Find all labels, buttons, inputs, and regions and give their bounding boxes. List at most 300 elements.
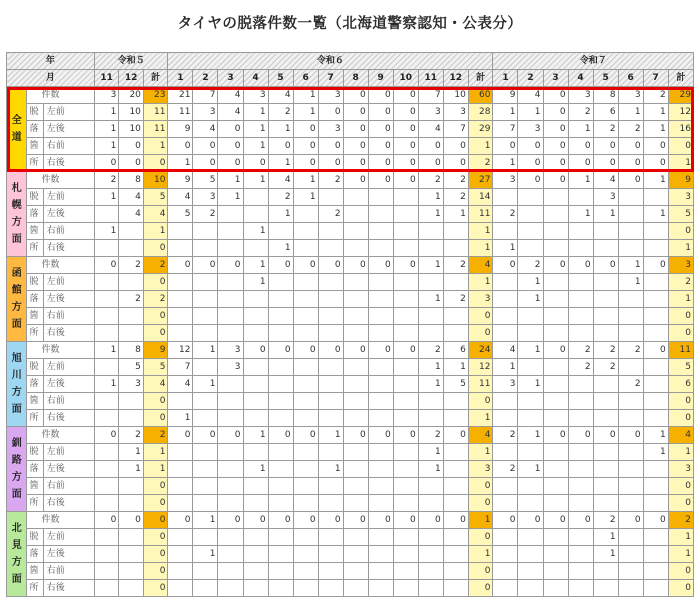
value-cell: [293, 359, 318, 376]
value-cell: [393, 308, 418, 325]
value-cell: 1: [518, 461, 543, 478]
value-cell: [443, 478, 468, 495]
value-cell: 0: [393, 512, 418, 529]
value-cell: [268, 495, 293, 512]
value-cell: [393, 529, 418, 546]
value-cell: [393, 410, 418, 427]
value-cell: [243, 495, 268, 512]
value-cell: 8: [119, 342, 144, 359]
value-cell: [368, 461, 393, 478]
value-cell: [243, 206, 268, 223]
value-cell: [343, 478, 368, 495]
value-cell: [293, 410, 318, 427]
value-cell: [94, 291, 119, 308]
value-cell: 1: [318, 427, 343, 444]
table-row: [7, 393, 694, 410]
value-cell: [368, 376, 393, 393]
value-cell: 3: [193, 189, 218, 206]
month-header-row: [7, 70, 694, 87]
value-cell: 1: [243, 223, 268, 240]
value-cell: [368, 410, 393, 427]
value-cell: [418, 410, 443, 427]
value-cell: 0: [318, 257, 343, 274]
year-header-row: [7, 53, 694, 70]
value-cell: 1: [643, 121, 668, 138]
value-cell: [318, 529, 343, 546]
position-side-label: 脱: [27, 104, 43, 121]
value-cell: 2: [193, 206, 218, 223]
value-cell: [643, 308, 668, 325]
value-cell: 1: [193, 512, 218, 529]
value-cell: [218, 563, 243, 580]
value-cell: [343, 461, 368, 478]
value-cell: [268, 563, 293, 580]
value-cell: [168, 274, 193, 291]
value-cell: [568, 495, 593, 512]
value-cell: [243, 393, 268, 410]
value-cell: 1: [119, 444, 144, 461]
value-cell: [343, 529, 368, 546]
value-cell: 0: [343, 138, 368, 155]
value-cell: 1: [94, 121, 119, 138]
value-cell: [243, 410, 268, 427]
value-cell: [268, 410, 293, 427]
value-cell: 0: [643, 155, 668, 172]
value-cell: [618, 223, 643, 240]
month-header-cell: 3: [543, 70, 568, 87]
total-cell: 5: [668, 359, 693, 376]
value-cell: [443, 308, 468, 325]
position-label: 右前: [43, 138, 94, 155]
value-cell: [393, 206, 418, 223]
value-cell: [493, 291, 518, 308]
table-row: [7, 223, 694, 240]
total-cell: 0: [468, 325, 493, 342]
value-cell: [168, 240, 193, 257]
value-cell: 3: [193, 104, 218, 121]
total-cell: 2: [668, 274, 693, 291]
value-cell: 1: [94, 342, 119, 359]
position-side-label: 所: [27, 495, 43, 512]
value-cell: [568, 291, 593, 308]
value-cell: [94, 240, 119, 257]
value-cell: [518, 529, 543, 546]
value-cell: [393, 478, 418, 495]
total-cell: 3: [668, 461, 693, 478]
value-cell: 21: [168, 87, 193, 104]
value-cell: 0: [618, 512, 643, 529]
table-row: [7, 410, 694, 427]
value-cell: [418, 223, 443, 240]
value-cell: [243, 546, 268, 563]
value-cell: [343, 410, 368, 427]
value-cell: [643, 546, 668, 563]
value-cell: 0: [218, 155, 243, 172]
value-cell: 0: [343, 172, 368, 189]
value-cell: [94, 308, 119, 325]
value-cell: 2: [418, 342, 443, 359]
value-cell: 0: [368, 172, 393, 189]
value-cell: [193, 240, 218, 257]
value-cell: [543, 410, 568, 427]
value-cell: [268, 223, 293, 240]
value-cell: 1: [418, 359, 443, 376]
total-cell: 0: [143, 563, 168, 580]
position-label: 右前: [43, 563, 94, 580]
position-side-label: 脱: [27, 274, 43, 291]
value-cell: 0: [543, 104, 568, 121]
position-side-label: 落: [27, 121, 43, 138]
total-cell: 2: [468, 155, 493, 172]
value-cell: 1: [643, 172, 668, 189]
month-header-cell: 6: [293, 70, 318, 87]
value-cell: [193, 274, 218, 291]
total-cell: 23: [143, 87, 168, 104]
value-cell: 1: [218, 172, 243, 189]
value-cell: 0: [643, 138, 668, 155]
position-side-label: 所: [27, 580, 43, 597]
value-cell: [218, 495, 243, 512]
total-cell: 0: [143, 325, 168, 342]
position-label: 左前: [43, 359, 94, 376]
value-cell: 0: [218, 257, 243, 274]
value-cell: [643, 359, 668, 376]
value-cell: [568, 325, 593, 342]
value-cell: 0: [243, 512, 268, 529]
value-cell: [393, 546, 418, 563]
value-cell: [643, 325, 668, 342]
value-cell: [293, 291, 318, 308]
value-cell: [493, 223, 518, 240]
value-cell: 2: [119, 427, 144, 444]
value-cell: 2: [443, 189, 468, 206]
value-cell: 2: [443, 257, 468, 274]
value-cell: [443, 223, 468, 240]
value-cell: [119, 308, 144, 325]
value-cell: 0: [119, 512, 144, 529]
month-header-cell: 2: [518, 70, 543, 87]
value-cell: 2: [518, 257, 543, 274]
table-row: [7, 478, 694, 495]
value-cell: 0: [218, 427, 243, 444]
tire-detachment-table-wrap: [6, 52, 694, 597]
value-cell: 1: [293, 189, 318, 206]
value-cell: [593, 325, 618, 342]
month-header-cell: 10: [393, 70, 418, 87]
value-cell: 2: [593, 121, 618, 138]
value-cell: [543, 478, 568, 495]
total-cell: 0: [668, 478, 693, 495]
value-cell: [268, 444, 293, 461]
total-cell: 0: [668, 138, 693, 155]
region-label: [7, 342, 27, 427]
value-cell: 7: [168, 359, 193, 376]
value-cell: 1: [493, 104, 518, 121]
value-cell: [193, 478, 218, 495]
value-cell: 20: [119, 87, 144, 104]
total-cell: 1: [468, 274, 493, 291]
value-cell: [243, 359, 268, 376]
value-cell: 0: [443, 512, 468, 529]
value-cell: 1: [418, 189, 443, 206]
value-cell: 1: [418, 444, 443, 461]
value-cell: 0: [393, 87, 418, 104]
value-cell: 0: [318, 342, 343, 359]
value-cell: 0: [568, 512, 593, 529]
value-cell: [168, 546, 193, 563]
value-cell: 0: [168, 138, 193, 155]
value-cell: [368, 495, 393, 512]
value-cell: 3: [518, 121, 543, 138]
value-cell: 6: [443, 342, 468, 359]
value-cell: 0: [643, 512, 668, 529]
value-cell: 2: [119, 291, 144, 308]
value-cell: [168, 291, 193, 308]
value-cell: 1: [243, 274, 268, 291]
value-cell: 7: [493, 121, 518, 138]
value-cell: [243, 580, 268, 597]
value-cell: [218, 240, 243, 257]
value-cell: [593, 563, 618, 580]
value-cell: 0: [268, 427, 293, 444]
value-cell: [343, 240, 368, 257]
value-cell: [218, 580, 243, 597]
value-cell: [119, 325, 144, 342]
value-cell: 0: [393, 257, 418, 274]
value-cell: 0: [568, 138, 593, 155]
value-cell: 0: [593, 257, 618, 274]
value-cell: 1: [268, 206, 293, 223]
value-cell: 9: [168, 121, 193, 138]
position-label: 右後: [43, 240, 94, 257]
value-cell: 1: [418, 461, 443, 478]
value-cell: 0: [368, 427, 393, 444]
value-cell: [643, 478, 668, 495]
total-cell: 0: [468, 580, 493, 597]
value-cell: [568, 308, 593, 325]
value-cell: [568, 563, 593, 580]
total-cell: 1: [668, 240, 693, 257]
value-cell: 11: [168, 104, 193, 121]
value-cell: 0: [443, 155, 468, 172]
value-cell: [94, 461, 119, 478]
value-cell: [393, 359, 418, 376]
value-cell: [268, 274, 293, 291]
value-cell: [618, 359, 643, 376]
value-cell: [243, 308, 268, 325]
position-label: 右後: [43, 580, 94, 597]
table-row: [7, 444, 694, 461]
value-cell: [393, 240, 418, 257]
table-row: [7, 461, 694, 478]
value-cell: 1: [618, 104, 643, 121]
value-cell: 9: [493, 87, 518, 104]
count-row-label: 件数: [27, 172, 94, 189]
value-cell: [568, 478, 593, 495]
value-cell: [518, 223, 543, 240]
value-cell: 0: [618, 138, 643, 155]
total-cell: 14: [468, 189, 493, 206]
value-cell: 0: [493, 257, 518, 274]
value-cell: [518, 563, 543, 580]
value-cell: 3: [493, 376, 518, 393]
position-label: 左前: [43, 104, 94, 121]
value-cell: 0: [94, 155, 119, 172]
value-cell: [543, 563, 568, 580]
total-cell: 2: [143, 257, 168, 274]
value-cell: 4: [218, 104, 243, 121]
value-cell: [643, 274, 668, 291]
value-cell: [193, 359, 218, 376]
page-title: タイヤの脱落件数一覧（北海道警察認知・公表分）: [177, 16, 523, 32]
value-cell: [168, 325, 193, 342]
table-row: [7, 155, 694, 172]
value-cell: [243, 189, 268, 206]
total-cell: 1: [143, 461, 168, 478]
value-cell: [293, 478, 318, 495]
value-cell: [643, 563, 668, 580]
value-cell: 0: [318, 155, 343, 172]
value-cell: 3: [243, 87, 268, 104]
value-cell: 0: [293, 155, 318, 172]
value-cell: 3: [568, 87, 593, 104]
total-cell: 0: [143, 274, 168, 291]
value-cell: [443, 461, 468, 478]
value-cell: [443, 274, 468, 291]
value-cell: 1: [119, 461, 144, 478]
value-cell: 7: [193, 87, 218, 104]
value-cell: [318, 308, 343, 325]
value-cell: [643, 240, 668, 257]
value-cell: 0: [393, 138, 418, 155]
value-cell: [218, 291, 243, 308]
value-cell: 0: [368, 155, 393, 172]
value-cell: [543, 308, 568, 325]
year-header-r6: 令和６: [168, 53, 493, 70]
total-cell: 2: [143, 291, 168, 308]
value-cell: [268, 325, 293, 342]
value-cell: [368, 206, 393, 223]
total-cell: 1: [668, 291, 693, 308]
value-cell: [543, 325, 568, 342]
total-cell: 2: [668, 512, 693, 529]
value-cell: [643, 223, 668, 240]
value-cell: [193, 461, 218, 478]
value-cell: 4: [218, 87, 243, 104]
value-cell: [119, 223, 144, 240]
total-cell: 12: [468, 359, 493, 376]
value-cell: [568, 546, 593, 563]
value-cell: 0: [393, 104, 418, 121]
value-cell: 2: [643, 87, 668, 104]
total-cell: 27: [468, 172, 493, 189]
value-cell: 2: [568, 359, 593, 376]
value-cell: 2: [618, 376, 643, 393]
total-cell: 0: [143, 410, 168, 427]
value-cell: 1: [593, 546, 618, 563]
value-cell: [119, 393, 144, 410]
value-cell: 0: [643, 257, 668, 274]
value-cell: [318, 376, 343, 393]
count-row-label: 件数: [27, 87, 94, 104]
value-cell: [168, 495, 193, 512]
total-cell: 9: [668, 172, 693, 189]
value-cell: 1: [94, 138, 119, 155]
total-cell: 4: [668, 427, 693, 444]
value-cell: 0: [593, 138, 618, 155]
value-cell: [568, 274, 593, 291]
value-cell: [493, 546, 518, 563]
position-side-label: 脱: [27, 189, 43, 206]
value-cell: [343, 274, 368, 291]
value-cell: [218, 478, 243, 495]
value-cell: 0: [343, 104, 368, 121]
value-cell: [493, 393, 518, 410]
value-cell: 2: [119, 257, 144, 274]
value-cell: 0: [343, 155, 368, 172]
value-cell: [543, 444, 568, 461]
value-cell: 1: [268, 155, 293, 172]
value-cell: 2: [618, 121, 643, 138]
value-cell: 0: [318, 512, 343, 529]
value-cell: [543, 240, 568, 257]
value-cell: 2: [443, 291, 468, 308]
value-cell: [643, 376, 668, 393]
value-cell: [568, 410, 593, 427]
month-header-cell: 1: [493, 70, 518, 87]
value-cell: 2: [268, 104, 293, 121]
table-row: [7, 121, 694, 138]
value-cell: [218, 308, 243, 325]
total-cell: 1: [668, 529, 693, 546]
value-cell: [618, 546, 643, 563]
value-cell: [293, 274, 318, 291]
value-cell: [119, 274, 144, 291]
value-cell: [168, 308, 193, 325]
value-cell: 1: [643, 206, 668, 223]
value-cell: [368, 444, 393, 461]
value-cell: 1: [518, 291, 543, 308]
value-cell: 0: [568, 427, 593, 444]
value-cell: 2: [593, 342, 618, 359]
total-cell: 2: [143, 427, 168, 444]
value-cell: [543, 495, 568, 512]
value-cell: 5: [443, 376, 468, 393]
total-cell: 5: [143, 359, 168, 376]
value-cell: [618, 206, 643, 223]
value-cell: 5: [193, 172, 218, 189]
value-cell: [94, 580, 119, 597]
value-cell: 1: [618, 274, 643, 291]
value-cell: [518, 206, 543, 223]
position-label: 左後: [43, 206, 94, 223]
value-cell: 3: [618, 87, 643, 104]
position-side-label: 所: [27, 410, 43, 427]
value-cell: 2: [493, 206, 518, 223]
value-cell: [94, 529, 119, 546]
value-cell: [543, 461, 568, 478]
value-cell: [318, 478, 343, 495]
value-cell: 2: [568, 342, 593, 359]
value-cell: [94, 444, 119, 461]
total-cell: 1: [468, 240, 493, 257]
value-cell: [293, 495, 318, 512]
position-label: 左後: [43, 461, 94, 478]
position-label: 右後: [43, 325, 94, 342]
total-cell: 1: [468, 444, 493, 461]
total-cell: 11: [143, 121, 168, 138]
value-cell: 0: [543, 512, 568, 529]
